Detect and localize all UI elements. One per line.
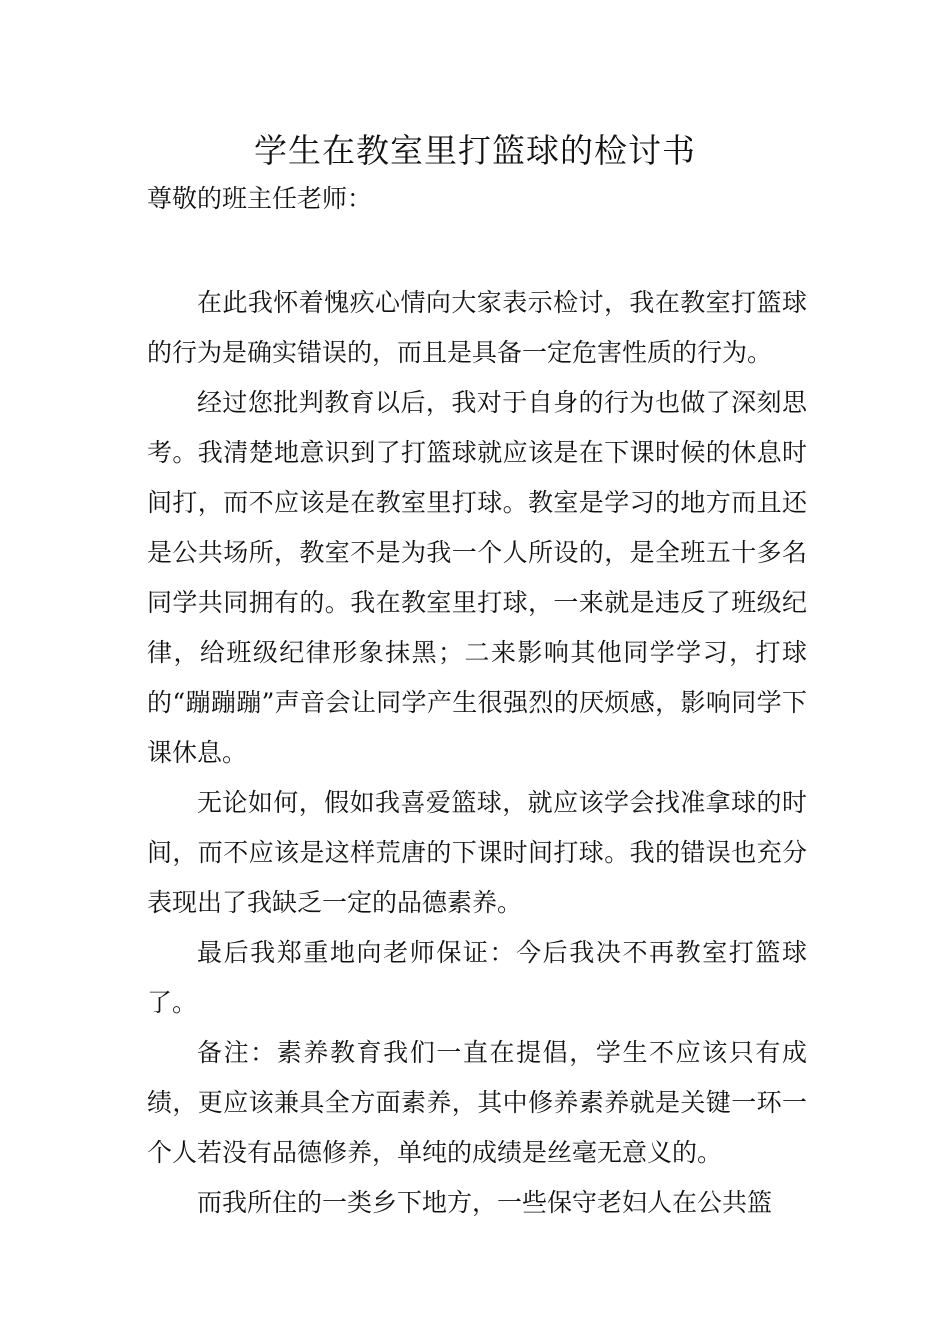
paragraph: 备注：素养教育我们一直在提倡，学生不应该只有成绩，更应该兼具全方面素养，其中修养素养就是关键一环一个人若没有品德修养，单纯的成绩是丝毫无意义的。 xyxy=(147,1038,807,1167)
document-title: 学生在教室里打篮球的检讨书 xyxy=(254,131,696,170)
paragraph: 而我所住的一类乡下地方，一些保守老妇人在公共篮 xyxy=(197,1188,773,1217)
document-body xyxy=(147,278,807,1228)
paragraph: 无论如何，假如我喜爱篮球，就应该学会找准拿球的时间，而不应该是这样荒唐的下课时间打球。我的错误也充分表现出了我缺乏一定的品德素养。 xyxy=(147,788,807,917)
salutation: 尊敬的班主任老师： xyxy=(147,184,373,213)
paragraph: 经过您批判教育以后，我对于自身的行为也做了深刻思考。我清楚地意识到了打篮球就应该是在下课时候的休息时间打，而不应该是在教室里打球。教室是学习的地方而且还是公共场所，教室不是为我一个人所设的，是全班五十多名同学共同拥有的。我在教室里打球，一来就是违反了班级纪律，给班级纪律形象抹黑；二来影响其他同学学习，打球的“蹦蹦蹦”声音会让同学产生很强烈的厌烦感，影响同学下课休息。 xyxy=(147,388,807,767)
paragraph: 最后我郑重地向老师保证：今后我决不再教室打篮球了。 xyxy=(147,938,807,1017)
paragraph: 在此我怀着愧疚心情向大家表示检讨，我在教室打篮球的行为是确实错误的，而且是具备一定危害性质的行为。 xyxy=(147,288,807,367)
